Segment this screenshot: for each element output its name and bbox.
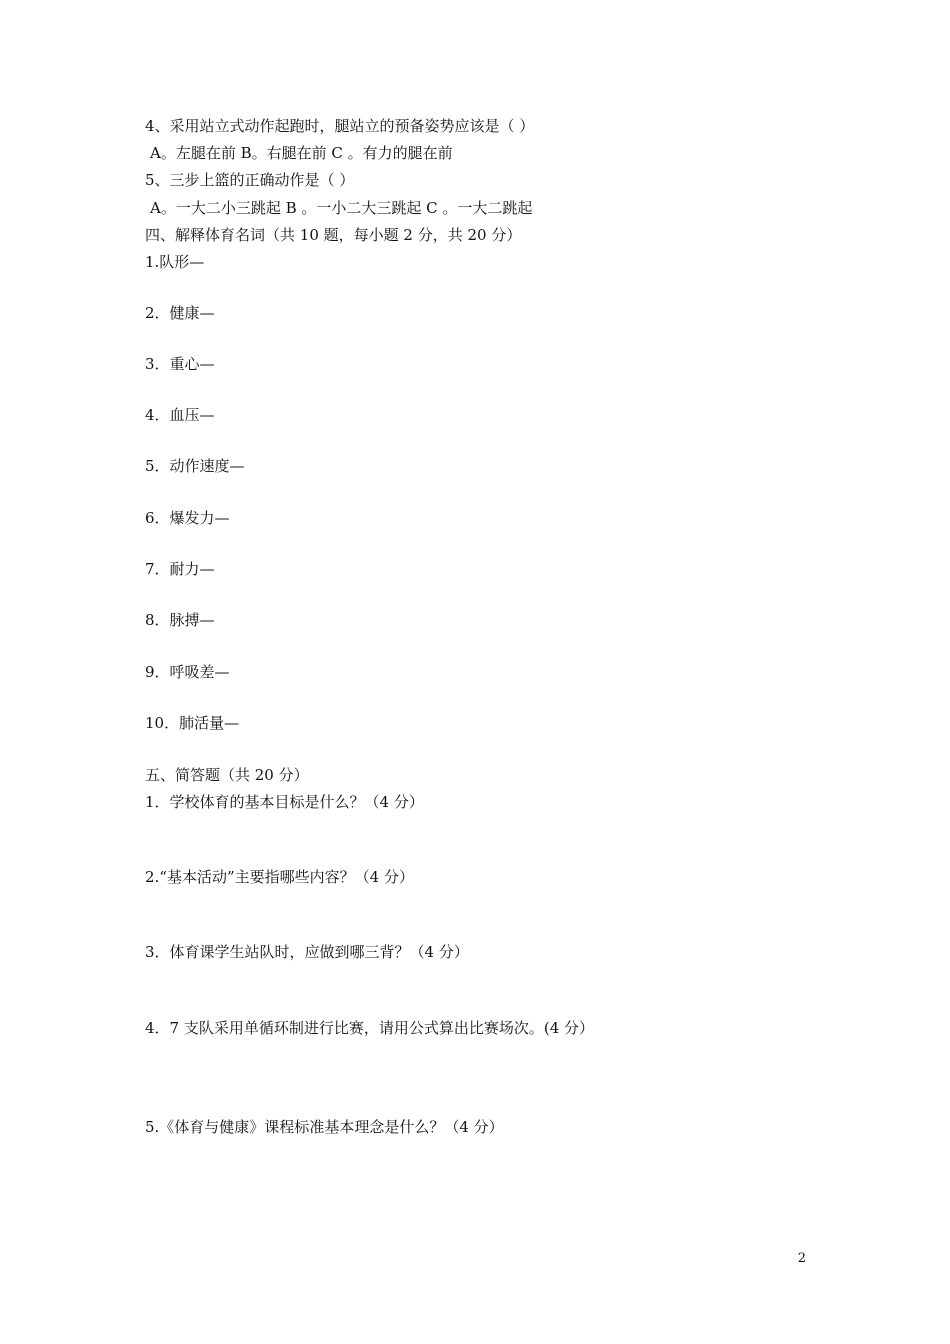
term-item: 8．脉搏— [145,611,215,629]
section-five-heading: 五、简答题（共 20 分） [145,766,309,784]
term-item: 9．呼吸差— [145,663,230,681]
term-item: 1.队形— [145,253,205,271]
page-number: 2 [797,1251,806,1266]
term-item: 6．爆发力— [145,509,230,527]
short-answer-question: 5.《体育与健康》课程标准基本理念是什么？（4 分） [145,1118,504,1136]
term-item: 7．耐力— [145,560,215,578]
section-four-heading: 四、解释体育名词（共 10 题，每小题 2 分，共 20 分） [145,226,522,244]
short-answer-question: 3．体育课学生站队时，应做到哪三背？（4 分） [145,943,469,961]
term-item: 5．动作速度— [145,457,245,475]
short-answer-question: 4．7 支队采用单循环制进行比赛，请用公式算出比赛场次。(4 分） [145,1019,595,1037]
choice-question-4: 4、采用站立式动作起跑时，腿站立的预备姿势应该是（ ） [145,117,535,135]
short-answer-question: 2.“基本活动”主要指哪些内容？（4 分） [145,868,414,886]
term-item: 3．重心— [145,355,215,373]
choice-options-5: A。一大二小三跳起 B 。一小二大三跳起 C 。一大二跳起 [150,199,533,217]
term-item: 4．血压— [145,406,215,424]
short-answer-question: 1．学校体育的基本目标是什么？（4 分） [145,793,424,811]
choice-question-5: 5、三步上篮的正确动作是（ ） [145,171,355,189]
term-item: 2．健康— [145,304,215,322]
choice-options-4: A。左腿在前 B。右腿在前 C 。有力的腿在前 [150,144,453,162]
term-item: 10．肺活量— [145,714,240,732]
